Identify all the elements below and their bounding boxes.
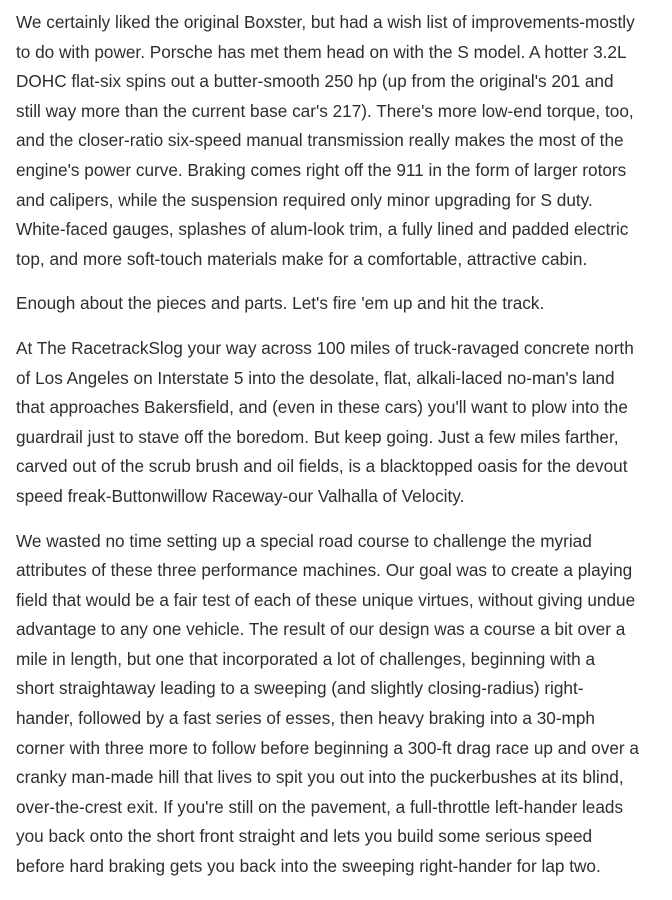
text-line: of Los Angeles on Interstate 5 into the desolate, flat, alkali-laced no-man's land xyxy=(16,367,615,388)
text-line: We certainly liked the original Boxster, but had a wish list of improvements-mostly xyxy=(16,12,635,32)
text-line: hander, followed by a fast series of esses, then heavy braking into a 30-mph xyxy=(16,708,595,729)
text-line: We wasted no time setting up a special road course to challenge the myriad xyxy=(16,530,592,551)
text-line: top, and more soft-touch materials make for a comfortable, attractive cabin. xyxy=(16,248,588,269)
text-line: and calipers, while the suspension required only minor upgrading for S duty. xyxy=(16,189,593,210)
paragraph-racetrack xyxy=(16,334,656,512)
paragraph-road-course xyxy=(16,527,656,882)
text-line: At The RacetrackSlog your way across 100 miles of truck-ravaged concrete north xyxy=(16,337,634,358)
paragraph-boxster-s-improvements xyxy=(16,8,656,274)
text-line: advantage to any one vehicle. The result of our design was a course a bit over a xyxy=(16,619,626,640)
text-line: and the closer-ratio six-speed manual transmission really makes the most of the xyxy=(16,130,624,151)
text-line: over-the-crest exit. If you're still on the pavement, a full-throttle left-hander leads xyxy=(16,796,624,817)
text-line: to do with power. Porsche has met them head on with the S model. A hotter 3.2L xyxy=(16,41,627,62)
text-line: mile in length, but one that incorporated a lot of challenges, beginning with a xyxy=(16,648,596,669)
text-line: carved out of the scrub brush and oil fields, is a blacktopped oasis for the devout xyxy=(16,456,628,477)
text-line: cranky man-made hill that lives to spit you out into the puckerbushes at its blind, xyxy=(16,767,624,788)
text-line: engine's power curve. Braking comes right off the 911 in the form of larger rotors xyxy=(16,159,627,180)
text-line: White-faced gauges, splashes of alum-look trim, a fully lined and padded electric xyxy=(16,219,629,240)
text-line: still way more than the current base car's 217). There's more low-end torque, too, xyxy=(16,100,634,121)
text-line: before hard braking gets you back into the sweeping right-hander for lap two. xyxy=(16,856,601,877)
text-line: corner with three more to follow before beginning a 300-ft drag race up and over a xyxy=(16,737,639,758)
paragraph-hit-the-track xyxy=(16,289,656,319)
text-line: field that would be a fair test of each of these unique virtues, without giving undue xyxy=(16,589,636,610)
text-line: that approaches Bakersfield, and (even in these cars) you'll want to plow into the xyxy=(16,397,628,418)
text-line: you back onto the short front straight and lets you build some serious speed xyxy=(16,826,593,847)
text-line: guardrail just to stave off the boredom. But keep going. Just a few miles farther, xyxy=(16,426,619,447)
text-line: speed freak-Buttonwillow Raceway-our Valhalla of Velocity. xyxy=(16,485,465,506)
text-line: Enough about the pieces and parts. Let's fire 'em up and hit the track. xyxy=(16,293,545,314)
text-line: short straightaway leading to a sweeping (and slightly closing-radius) right- xyxy=(16,678,584,699)
text-line: DOHC flat-six spins out a butter-smooth 250 hp (up from the original's 201 and xyxy=(16,71,614,92)
text-line: attributes of these three performance machines. Our goal was to create a playing xyxy=(16,560,633,581)
